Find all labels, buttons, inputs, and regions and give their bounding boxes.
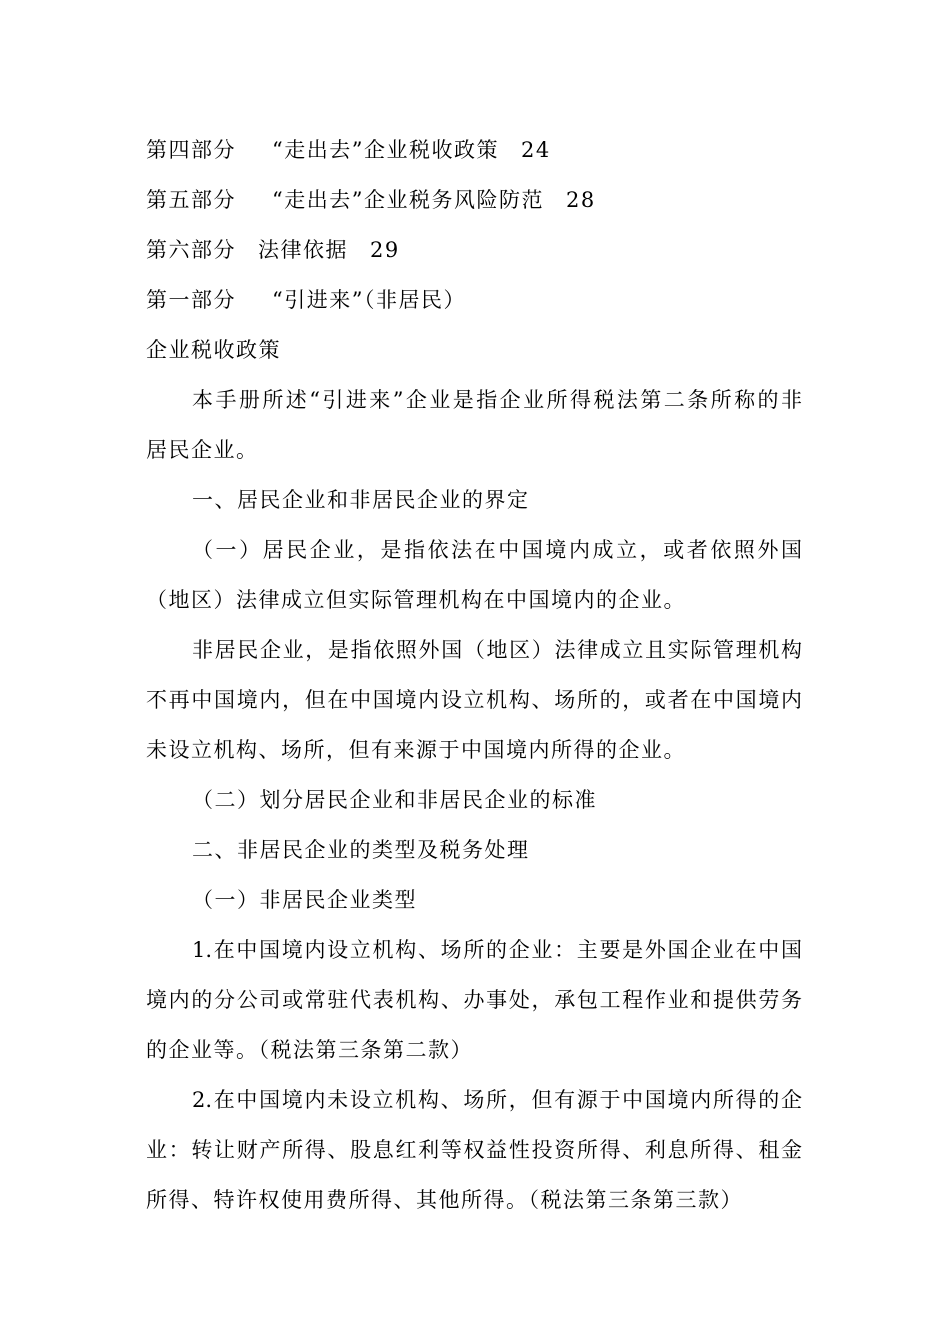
- sec1-p1-line-1: （一）居民企业，是指依法在中国境内成立，或者依照外国: [192, 538, 802, 562]
- toc-page-number: 24: [520, 138, 551, 162]
- part1-heading: [146, 286, 466, 314]
- section-1-title: 一、居民企业和非居民企业的界定: [192, 488, 530, 512]
- item-2-line-2: 业：转让财产所得、股息红利等权益性投资所得、利息所得、租金: [146, 1138, 802, 1162]
- item-1-line-3: 的企业等。（税法第三条第二款）: [146, 1038, 473, 1062]
- sec1-p2-line-3: 未设立机构、场所，但有来源于中国境内所得的企业。: [146, 738, 686, 762]
- item-2-line-1: 2.在中国境内未设立机构、场所，但有源于中国境内所得的企: [192, 1088, 802, 1112]
- part1-heading-continued: 企业税收政策: [146, 338, 281, 362]
- toc-page-number: 29: [370, 238, 400, 262]
- toc-part-label: 第四部分: [146, 138, 236, 162]
- section-2-title: 二、非居民企业的类型及税务处理: [192, 838, 530, 862]
- intro-line-1: 本手册所述“引进来”企业是指企业所得税法第二条所称的非: [192, 388, 802, 412]
- section-2-subtitle-1: （一）非居民企业类型: [192, 888, 417, 912]
- toc-entry-part4: [146, 136, 551, 164]
- sec1-p2-line-2: 不再中国境内，但在中国境内设立机构、场所的，或者在中国境内: [146, 688, 802, 712]
- heading-part-label: 第一部分: [146, 288, 236, 312]
- toc-entry-part5: [146, 186, 596, 214]
- toc-page-number: 28: [565, 188, 596, 212]
- toc-title: 法律依据: [258, 238, 348, 262]
- item-2-line-3: 所得、特许权使用费所得、其他所得。（税法第三条第三款）: [146, 1188, 743, 1212]
- section-1-subtitle-2: （二）划分居民企业和非居民企业的标准: [192, 788, 597, 812]
- toc-title: “走出去”企业税收政策: [272, 138, 499, 162]
- heading-title: “引进来”（非居民）: [272, 288, 466, 312]
- sec1-p1-line-2: （地区）法律成立但实际管理机构在中国境内的企业。: [146, 588, 686, 612]
- toc-entry-part6: [146, 236, 400, 264]
- item-1-line-1: 1.在中国境内设立机构、场所的企业：主要是外国企业在中国: [192, 938, 802, 962]
- toc-title: “走出去”企业税务风险防范: [272, 188, 544, 212]
- item-1-line-2: 境内的分公司或常驻代表机构、办事处，承包工程作业和提供劳务: [146, 988, 802, 1012]
- sec1-p2-line-1: 非居民企业，是指依照外国（地区）法律成立且实际管理机构: [192, 638, 802, 662]
- toc-part-label: 第五部分: [146, 188, 236, 212]
- intro-line-2: 居民企业。: [146, 438, 259, 462]
- toc-part-label: 第六部分: [146, 238, 236, 262]
